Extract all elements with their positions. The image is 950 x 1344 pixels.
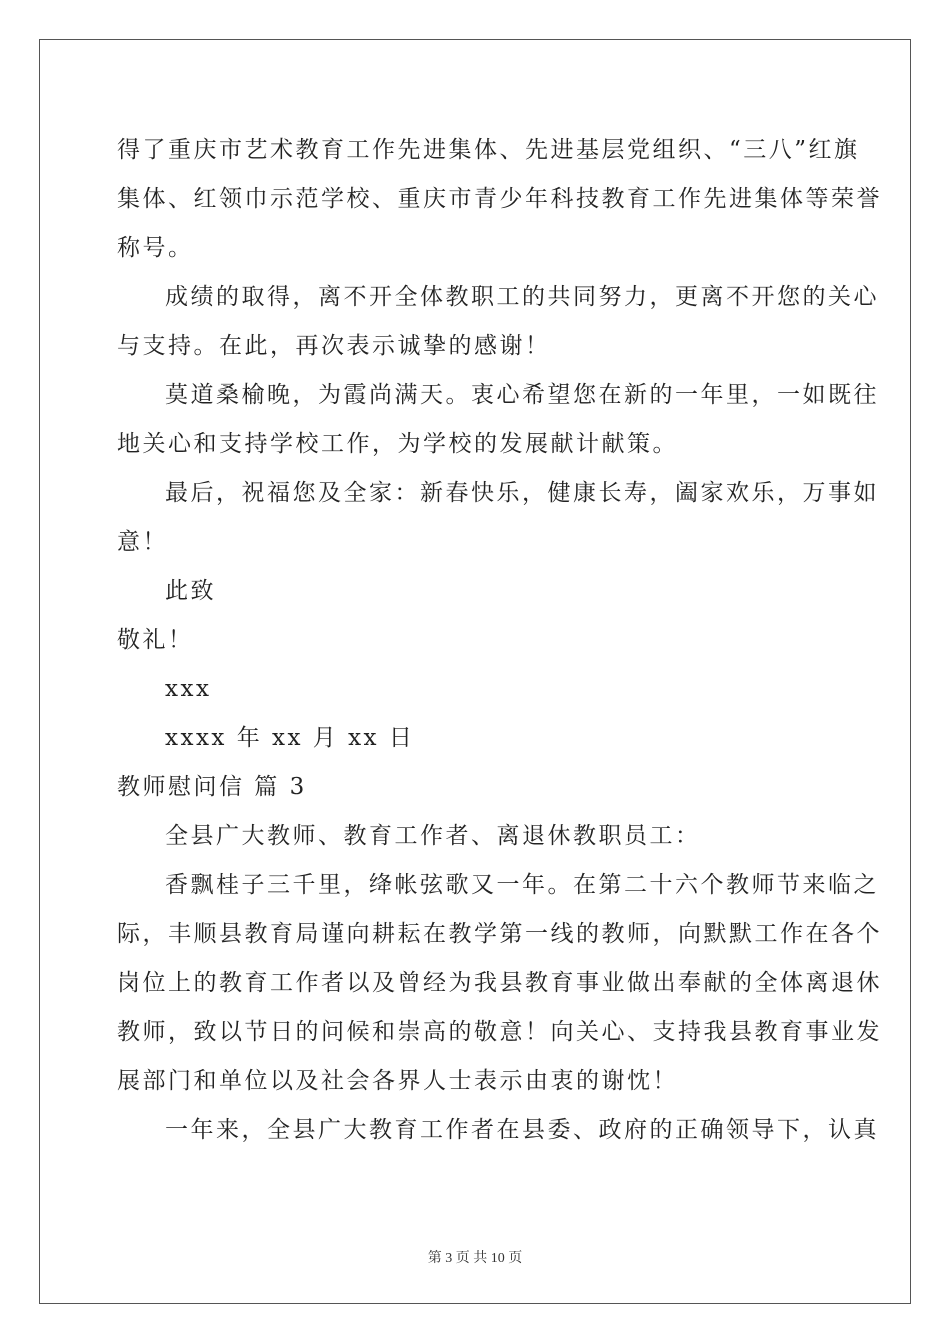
text-line: 岗位上的教育工作者以及曾经为我县教育事业做出奉献的全体离退休 xyxy=(117,970,882,996)
text-line: 地关心和支持学校工作，为学校的发展献计献策。 xyxy=(117,431,678,457)
date-line: xxxx 年 xx 月 xx 日 xyxy=(165,725,415,751)
closing-regards: 敬礼！ xyxy=(117,627,194,653)
text-line: 称号。 xyxy=(117,235,194,261)
page-number: 第 3 页 共 10 页 xyxy=(427,1251,523,1266)
text-line: 际，丰顺县教育局谨向耕耘在教学第一线的教师，向默默工作在各个 xyxy=(117,921,882,947)
text-line: 教师，致以节日的问候和崇高的敬意！向关心、支持我县教育事业发 xyxy=(117,1019,882,1045)
text-line: 集体、红领巾示范学校、重庆市青少年科技教育工作先进集体等荣誉 xyxy=(117,186,882,212)
greeting: 全县广大教师、教育工作者、离退休教职员工： xyxy=(165,823,701,849)
text-line: 与支持。在此，再次表示诚挚的感谢！ xyxy=(117,333,551,359)
section-title: 教师慰问信 篇 3 xyxy=(117,774,307,800)
signature: xxx xyxy=(165,676,212,702)
letter-body xyxy=(117,126,882,1155)
text-line: 莫道桑榆晚，为霞尚满天。衷心希望您在新的一年里，一如既往 xyxy=(165,382,879,408)
text-line: 一年来，全县广大教育工作者在县委、政府的正确领导下，认真 xyxy=(165,1117,879,1143)
text-line: 最后，祝福您及全家：新春快乐，健康长寿，阖家欢乐，万事如 xyxy=(165,480,879,506)
closing-salutation: 此致 xyxy=(165,578,216,604)
text-line: 成绩的取得，离不开全体教职工的共同努力，更离不开您的关心 xyxy=(165,284,879,310)
text-line: 意！ xyxy=(117,529,168,555)
text-line: 展部门和单位以及社会各界人士表示由衷的谢忱！ xyxy=(117,1068,678,1094)
text-line: 香飘桂子三千里，绛帐弦歌又一年。在第二十六个教师节来临之 xyxy=(165,872,879,898)
text-line: 得了重庆市艺术教育工作先进集体、先进基层党组织、“三八”红旗 xyxy=(117,137,860,163)
